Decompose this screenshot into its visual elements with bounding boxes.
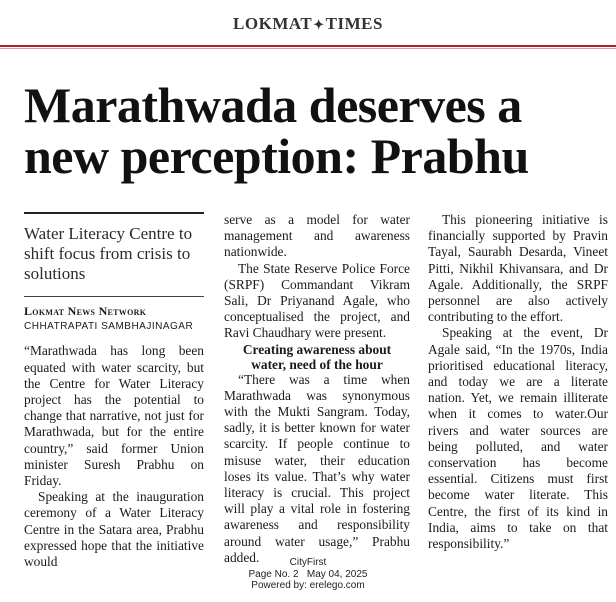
masthead-lokmat: LOKMAT: [233, 14, 313, 33]
paragraph: “Marathwada has long been equated with water scarcity, but the Centre for Water Literacy project has the potential to change that narrative, not just for Marathwada, but for the entire country,” said former Union minister Suresh Prabhu on Friday.: [24, 343, 204, 489]
footer-powered-by: Powered by: erelego.com: [251, 580, 365, 591]
page-footer: [0, 557, 616, 592]
byline-location: CHHATRAPATI SAMBHAJINAGAR: [24, 321, 194, 333]
footer-date: May 04, 2025: [306, 568, 368, 580]
paragraph: Speaking at the event, Dr Agale said, “In the 1970s, India prioritised educational literacy, and today we are a literate nation. Yet, we remain illiterate when it comes to water.Our rivers and water sources are being polluted, and water conservation has become essential. Citizens must first become water literate. This Centre, the first of its kind in India, aims to take on that responsibility.”: [428, 325, 608, 552]
paragraph: The State Reserve Police Force (SRPF) Commandant Vikram Sali, Dr Priyanand Agale, who conceptualised the project, and Ravi Chaudhary were present.: [224, 260, 410, 341]
kicker: Water Literacy Centre to shift focus from crisis to solutions: [24, 224, 193, 283]
paragraph: “There was a time when Marathwada was synonymous with the Mukti Sangram. Today, sadly, it is better known for water scarcity. If people continue to misuse water, their education loses its value. That’s why water literacy is crucial. This project will play a vital role in fostering awareness and responsibility around water usage,” Prabhu added.: [224, 371, 410, 565]
paragraph: Speaking at the inauguration ceremony of a Water Literacy Centre in the Satara area, Prabhu expressed hope that the initiative would: [24, 489, 204, 570]
footer-page-date: [0, 569, 616, 581]
column-2: [224, 212, 410, 566]
masthead-emblem-icon: ✦: [313, 17, 325, 32]
column-3: [428, 212, 608, 552]
paragraph: serve as a model for water management and awareness nationwide.: [224, 212, 410, 260]
headline: Marathwada deserves a new perception: Prabhu: [24, 77, 529, 184]
footer-page: Page No. 2: [248, 568, 299, 580]
byline-network: Lokmat News Network: [24, 304, 147, 318]
footer-edition: CityFirst: [289, 557, 327, 568]
masthead-rule: [0, 45, 616, 47]
masthead-rule-thin: [0, 48, 616, 49]
kicker-rule-bottom: [24, 296, 204, 297]
masthead: [0, 14, 616, 34]
kicker-rule-top: [24, 212, 204, 214]
subheading: Creating awareness about water, need of the hour: [242, 341, 392, 372]
column-1: [24, 212, 204, 570]
paragraph: This pioneering initiative is financially supported by Pravin Tayal, Saurabh Desarda, Vineet Pitti, Nikhil Khivansara, and Dr Agale. Additionally, the SRPF personnel are also actively contributing to the effort.: [428, 212, 608, 325]
masthead-times: TIMES: [325, 14, 383, 33]
